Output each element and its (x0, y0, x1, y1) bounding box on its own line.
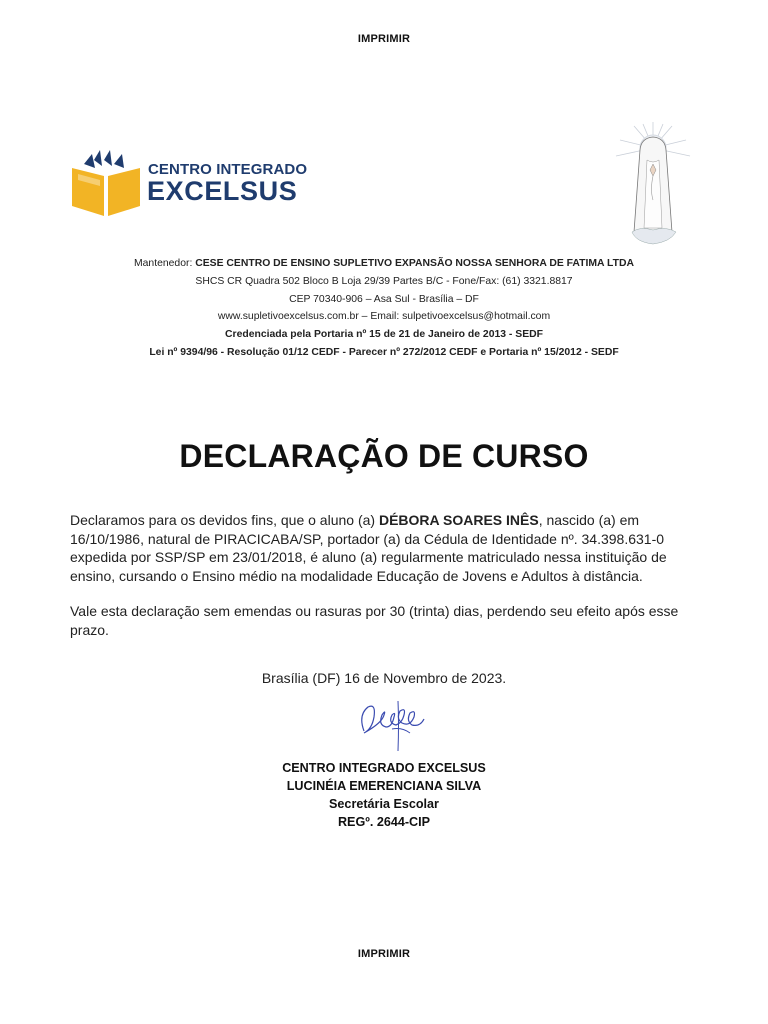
maintainer-line (0, 255, 768, 273)
cep-line: CEP 70340-906 – Asa Sul - Brasília – DF (289, 293, 479, 305)
open-book-logo-icon (70, 148, 142, 218)
signatory-role: Secretária Escolar (329, 797, 439, 811)
print-link-top[interactable]: IMPRIMIR (357, 33, 411, 45)
paragraph-details: , nascido (a) em 16/10/1986, natural de PIRACICABA/SP, portador (a) da Cédula de Identidade nº. 34.398.631-0 expedida por SSP/SP em 23/01/2018, é aluno (a) regularmente matriculado nessa instituição de ensino, cursando o Ensino médio na modalidade Educação de Jovens e Adultos à distância. (70, 512, 667, 584)
document-title: DECLARAÇÃO DE CURSO (179, 438, 589, 474)
credential-line: Credenciada pela Portaria nº 15 de 21 de Janeiro de 2013 - SEDF (225, 329, 543, 341)
paragraph-intro: Declaramos para os devidos fins, que o aluno (a) (70, 512, 379, 528)
handwritten-signature (352, 693, 432, 755)
contact-line: www.supletivoexcelsus.com.br – Email: sulpetivoexcelsus@hotmail.com (217, 311, 551, 323)
student-name: DÉBORA SOARES INÊS (378, 512, 539, 528)
signatory-block (0, 759, 768, 831)
law-line: Lei nº 9394/96 - Resolução 01/12 CEDF - Parecer nº 272/2012 CEDF e Portaria nº 15/2012 - SEDF (149, 346, 619, 358)
address-line: SHCS CR Quadra 502 Bloco B Loja 29/39 Partes B/C - Fone/Fax: (61) 3321.8817 (195, 275, 573, 287)
validity-paragraph: Vale esta declaração sem emendas ou rasuras por 30 (trinta) dias, perdendo seu efeito após esse prazo. (70, 603, 679, 638)
signatory-name: LUCINÉIA EMERENCIANA SILVA (286, 779, 482, 793)
logo-line-2: EXCELSUS (147, 176, 298, 206)
issue-date: Brasília (DF) 16 de Novembro de 2023. (261, 670, 507, 686)
maintainer-name: CESE CENTRO DE ENSINO SUPLETIVO EXPANSÃO NOSSA SENHORA DE FATIMA LTDA (195, 258, 634, 269)
declaration-body (70, 511, 700, 657)
logo-line-1: CENTRO INTEGRADO (148, 161, 308, 178)
signatory-institution: CENTRO INTEGRADO EXCELSUS (282, 761, 486, 775)
maintainer-prefix: Mantenedor: (134, 258, 196, 269)
excelsus-logo (70, 148, 308, 218)
declaration-paragraph (70, 511, 700, 585)
our-lady-statue-image (610, 120, 696, 248)
institution-info (0, 255, 768, 362)
signatory-registration: REGº. 2644-CIP (337, 815, 431, 829)
print-link-bottom[interactable]: IMPRIMIR (357, 948, 411, 960)
